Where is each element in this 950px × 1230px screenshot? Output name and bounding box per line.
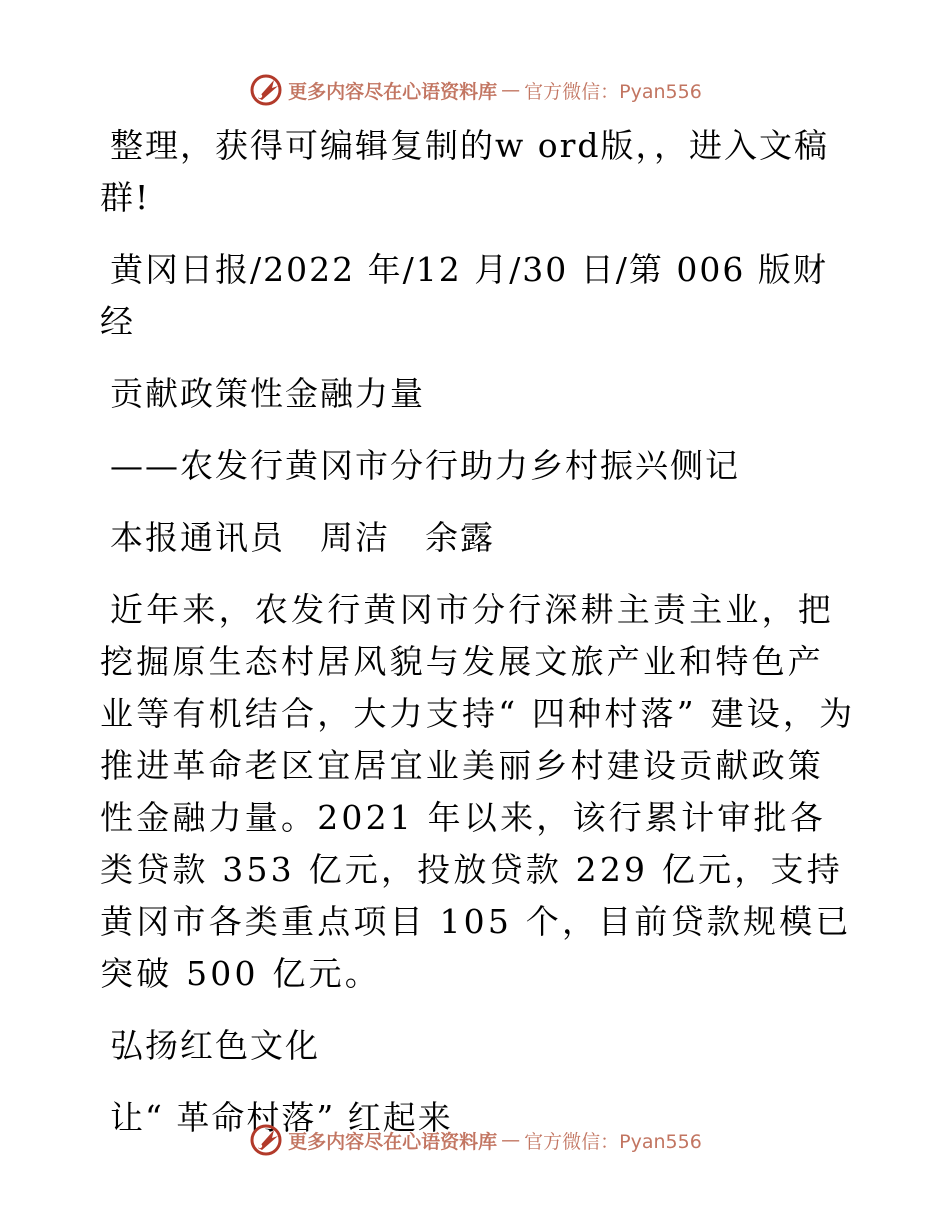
- byline: 本报通讯员 周洁 余露: [110, 518, 495, 557]
- body-paragraph: 近年来，农发行黄冈市分行深耕主责主业，把挖掘原生态村居风貌与发展文旅产业和特色产业等有机结合，大力支持“ 四种村落” 建设，为推进革命老区宜居宜业美丽乡村建设贡献政策性金融力量。2021 年以来，该行累计审批各类贷款 353 亿元，投放贷款 229 亿元，支持黄冈市各类重点项目 105 个，目前贷款规模已突破 500 亿元。: [100, 590, 856, 993]
- section-heading: 弘扬红色文化: [110, 1026, 320, 1065]
- watermark-left-text: 更多内容尽在心语资料库: [288, 80, 498, 103]
- quill-logo-icon: [248, 72, 284, 108]
- watermark-dash: —: [501, 1129, 521, 1151]
- section-subheading: 让“ 革命村落” 红起来: [110, 1098, 453, 1137]
- article-subtitle: ——农发行黄冈市分行助力乡村振兴侧记: [110, 446, 740, 485]
- quill-logo-icon: [248, 1122, 284, 1158]
- article-title: 贡献政策性金融力量: [110, 374, 425, 413]
- watermark-dash: —: [501, 79, 521, 101]
- watermark-right-text: 官方微信：Pyan556: [524, 80, 702, 103]
- source-line: 黄冈日报/2022 年/12 月/30 日/第 006 版财经: [100, 250, 828, 341]
- intro-paragraph: 整理，获得可编辑复制的w ord版，，进入文稿群!: [100, 126, 830, 217]
- watermark-right-text: 官方微信：Pyan556: [524, 1130, 702, 1153]
- watermark-left-text: 更多内容尽在心语资料库: [288, 1130, 498, 1153]
- footer-watermark-banner: [0, 1118, 950, 1162]
- header-watermark-banner: [0, 68, 950, 112]
- document-body: [100, 120, 860, 1164]
